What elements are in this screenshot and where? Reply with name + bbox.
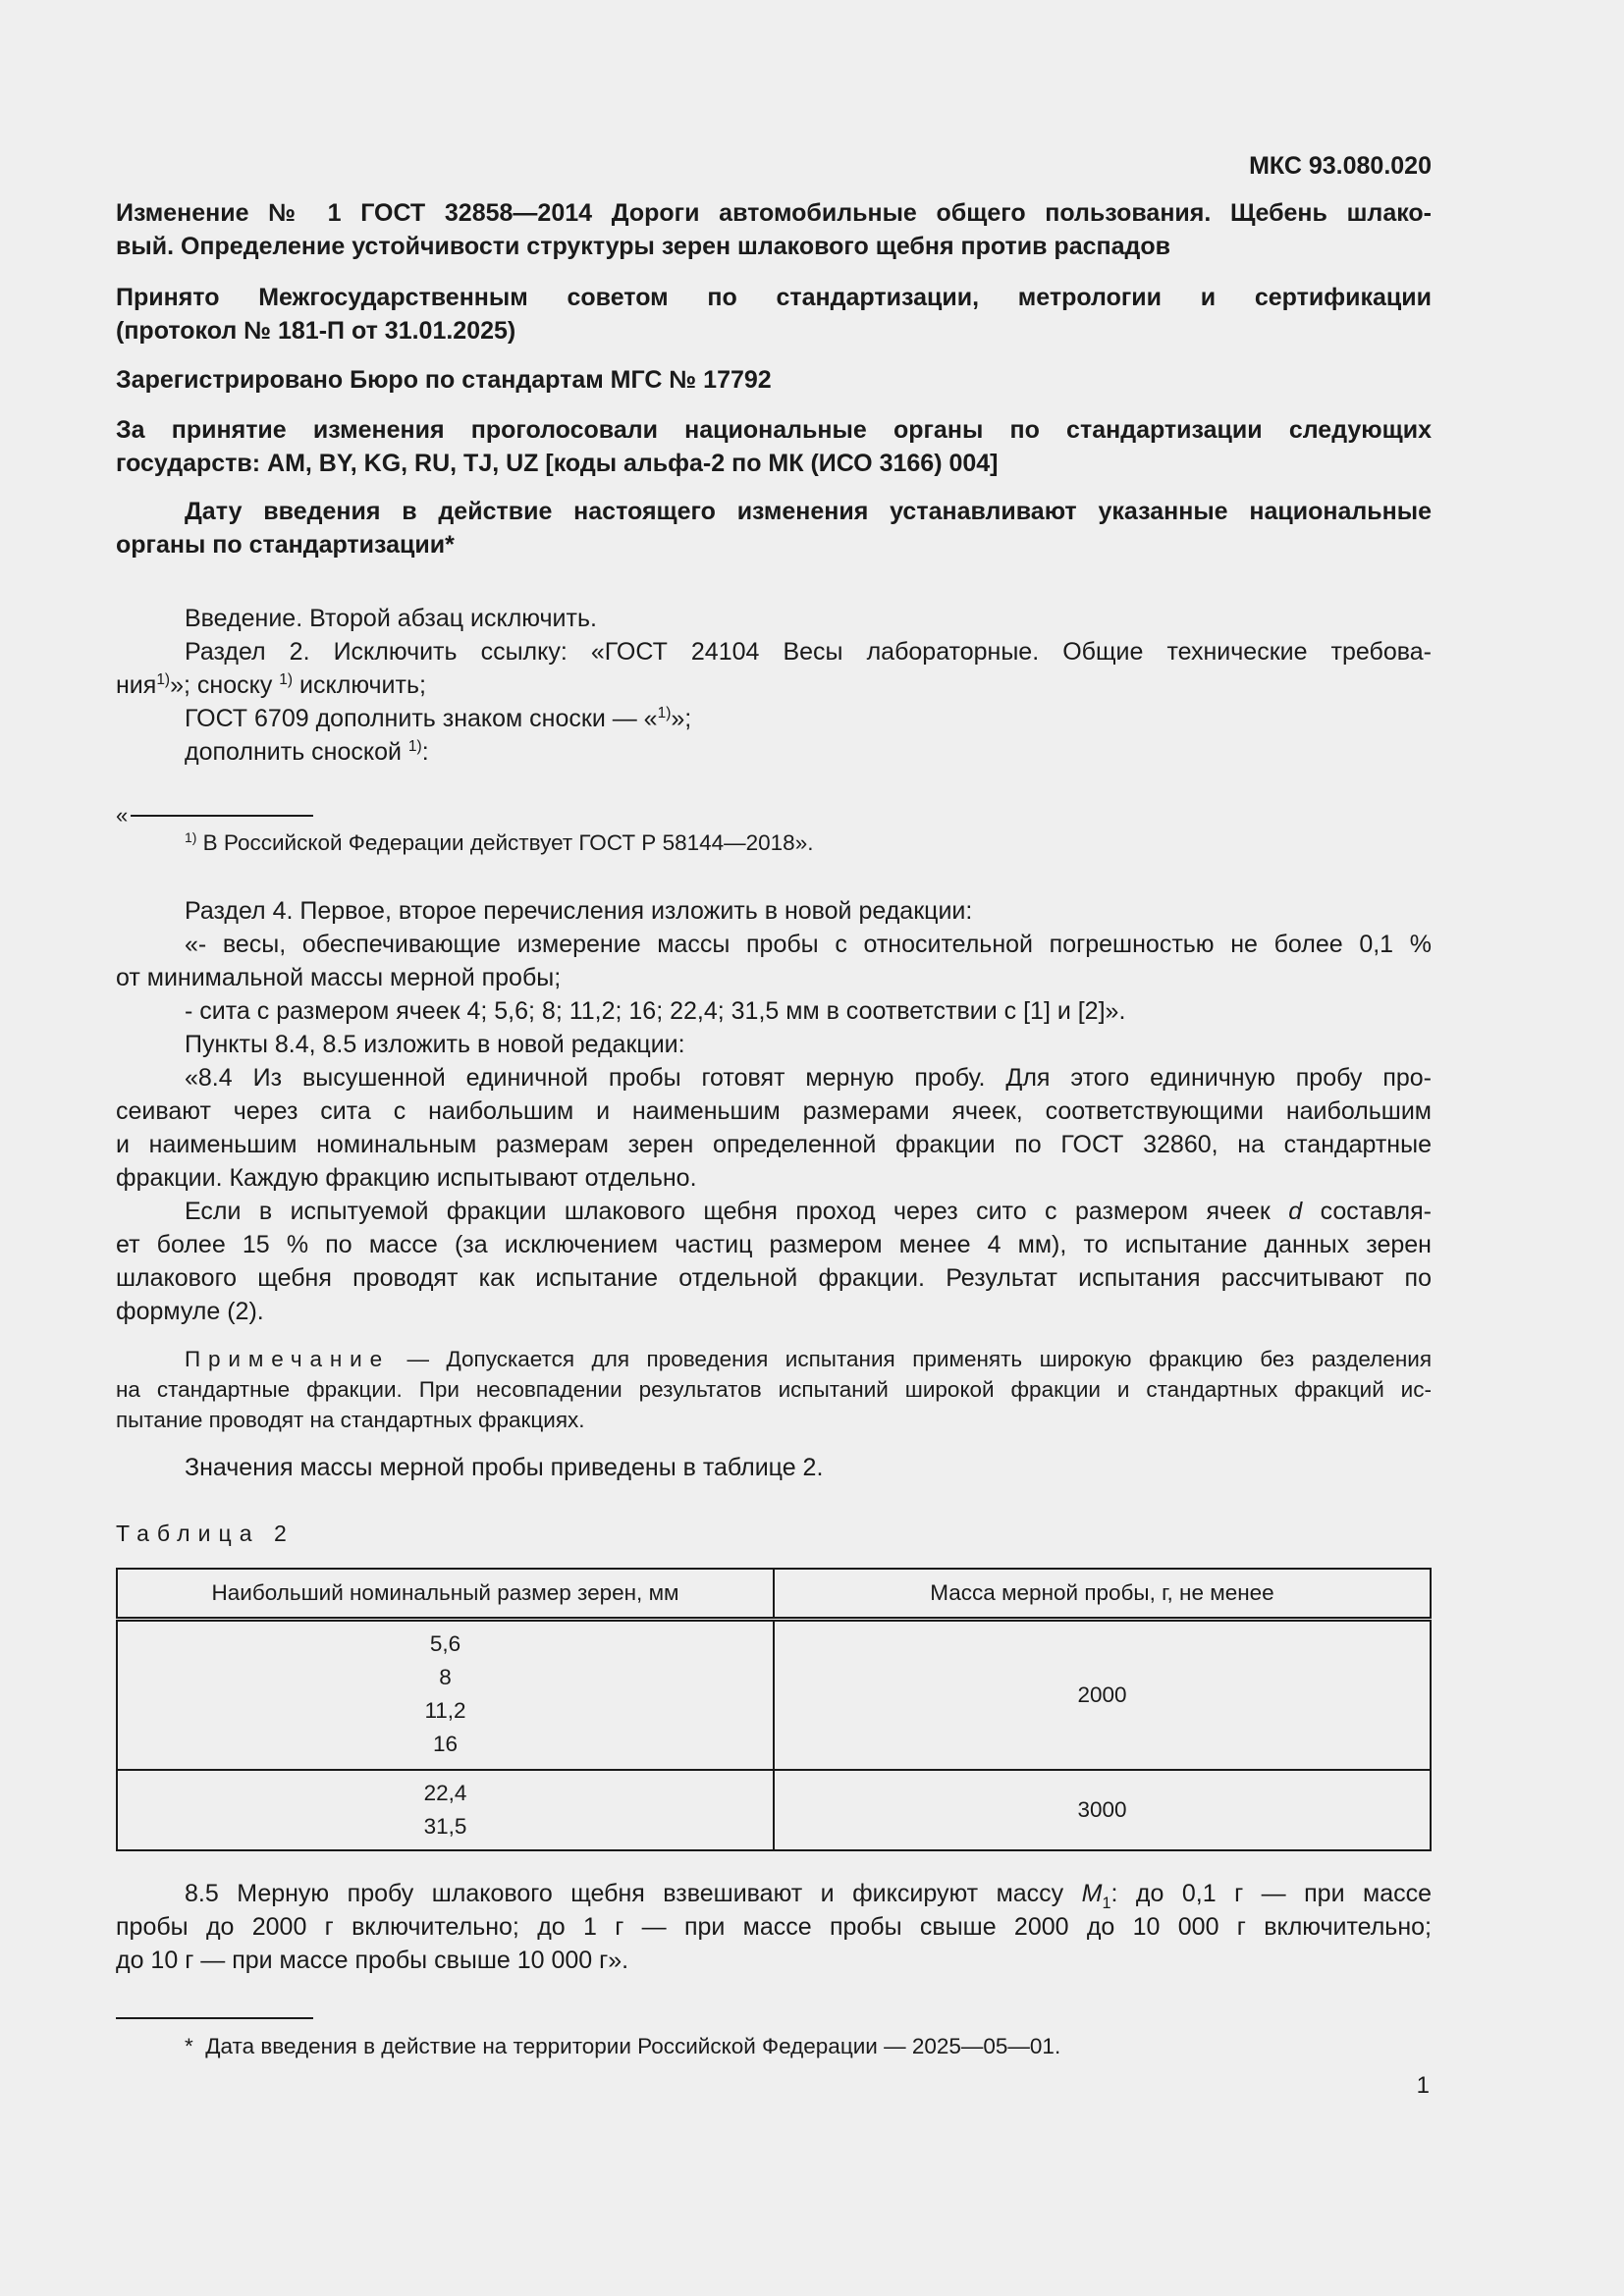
p84-line-2: сеивают через сита с наибольшим и наименьшим размерами ячеек, соответствующими наибольшим [116,1097,1432,1125]
adopted-by [116,281,1432,347]
scales-line-2: от минимальной массы мерной пробы; [116,964,562,991]
section-2-changes [116,602,1432,769]
note-line-3: пытание проводят на стандартных фракциях. [116,1408,585,1432]
quote-open: « [116,803,129,828]
mass-cell: 2000 [774,1620,1431,1771]
title-line-1: Изменение № 1 ГОСТ 32858—2014 Дороги автомобильные общего пользования. Щебень шлако- [116,199,1432,227]
inner-footnote-rule [131,815,313,817]
voted-states [116,413,1432,480]
footnote-mark: 1) [279,670,294,688]
sec4-heading: Раздел 4. Первое, второе перечисления изложить в новой редакции: [185,897,973,925]
table-header-mass: Масса мерной пробы, г, не менее [774,1569,1431,1620]
footnote-mark: 1) [156,670,171,688]
p85-line-2: пробы до 2000 г включительно; до 1 г — при массе пробы свыше 2000 до 10 000 г включительно; [116,1913,1432,1941]
table-row [117,1620,1431,1771]
footnote-mark: 1) [657,704,672,721]
table-2 [116,1568,1432,1851]
p84-line-3: и наименьшим номинальным размерам зерен определенной фракции по ГОСТ 32860, на стандартные [116,1131,1432,1158]
intro-paragraph: Введение. Второй абзац исключить. [185,605,597,632]
note-line-2: на стандартные фракции. При несовпадении результатов испытаний широкой фракции и стандартных фракций ис- [116,1377,1432,1402]
table-header-size: Наибольший номинальный размер зерен, мм [117,1569,774,1620]
p84-line-1: «8.4 Из высушенной единичной пробы готовят мерную пробу. Для этого единичную пробу про- [185,1064,1432,1092]
size-cell: 5,6 8 11,2 16 [117,1620,774,1771]
effective-line-2: органы по стандартизации* [116,531,455,559]
if-line-4: формуле (2). [116,1298,264,1325]
note-line-1: Примечание — Допускается для проведения испытания применять широкую фракцию без разделения [185,1347,1432,1371]
sec2-line-2: ния$^{1)}$»; сноску $^{1)}$ исключить; [116,670,426,699]
p85-line-3: до 10 г — при массе пробы свыше 10 000 г». [116,1947,629,1974]
p84-line-4: фракции. Каждую фракцию испытывают отдельно. [116,1164,697,1192]
points-heading: Пункты 8.4, 8.5 изложить в новой редакции: [185,1031,685,1058]
section-4-changes [116,894,1432,1328]
footnote-rule [116,2017,313,2019]
mass-values-paragraph: Значения массы мерной пробы приведены в таблице 2. [185,1454,824,1481]
p85-paragraph [116,1877,1432,1977]
title-line-2: вый. Определение устойчивости структуры зерен шлакового щебня против распадов [116,233,1171,260]
mass-cell: 3000 [774,1770,1431,1850]
voted-line-2: государств: AM, BY, KG, RU, TJ, UZ [коды альфа-2 по МК (ИСО 3166) 004] [116,450,999,477]
size-cell: 22,4 31,5 [117,1770,774,1850]
if-line-3: шлакового щебня проводят как испытание отдельной фракции. Результат испытания рассчитывают по [116,1264,1432,1292]
if-line-1: Если в испытуемой фракции шлакового щебня проход через сито с размером ячеек d составля- [185,1198,1432,1225]
p85-line-1: 8.5 Мерную пробу шлакового щебня взвешивают и фиксируют массу $M_1$: до 0,1 г — при массе [185,1880,1433,1912]
scales-line-1: «- весы, обеспечивающие измерение массы пробы с относительной погрешностью не более 0,1 % [185,931,1432,958]
sec2-line-3: ГОСТ 6709 дополнить знаком сноски — «$^{1)}$»; [185,704,692,732]
sieves-line: - сита с размером ячеек 4; 5,6; 8; 11,2; 16; 22,4; 31,5 мм в соответствии с [1] и [2]». [185,997,1126,1025]
effective-line-1: Дату введения в действие настоящего изменения устанавливают указанные национальные [185,498,1432,525]
registered: Зарегистрировано Бюро по стандартам МГС № 17792 [116,366,772,394]
voted-line-1: За принятие изменения проголосовали национальные органы по стандартизации следующих [116,416,1432,444]
inner-footnote: $^{1)}$ В Российской Федерации действует ГОСТ Р 58144—2018». [185,828,814,855]
table-header-row [117,1569,1431,1620]
footnote-mark: 1) [407,737,422,755]
effective-date [116,495,1432,561]
mks-code: МКС 93.080.020 [1249,152,1432,180]
page-number: 1 [1416,2072,1430,2099]
table-caption: Таблица 2 [116,1521,295,1546]
amendment-title [116,196,1432,263]
note [116,1344,1432,1435]
page-footnote: * Дата введения в действие на территории Российской Федерации — 2025—05—01. [185,2034,1061,2058]
adopted-line-1: Принято Межгосударственным советом по стандартизации, метрологии и сертификации [116,284,1432,311]
adopted-line-2: (протокол № 181-П от 31.01.2025) [116,317,516,345]
sec2-line-1: Раздел 2. Исключить ссылку: «ГОСТ 24104 Весы лабораторные. Общие технические требова- [185,638,1432,666]
if-line-2: ет более 15 % по массе (за исключением частиц размером менее 4 мм), то испытание данных зерен [116,1231,1432,1258]
sec2-line-4: дополнить сноской $^{1)}$: [185,737,429,766]
table-row [117,1770,1431,1850]
